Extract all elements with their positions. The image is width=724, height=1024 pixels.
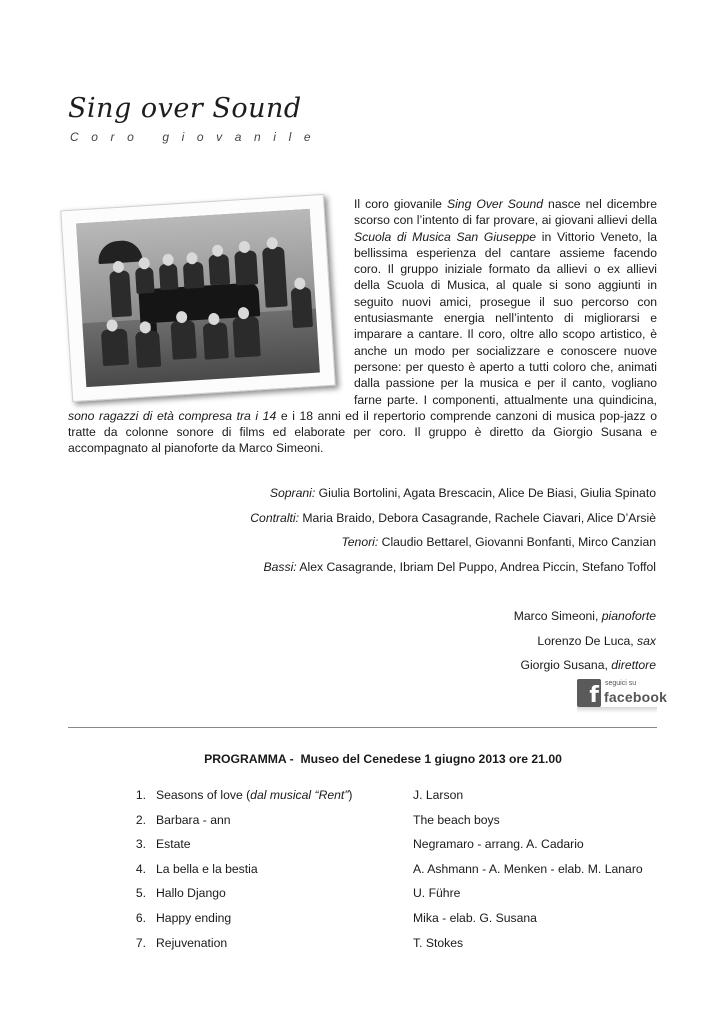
members-tenori: Tenori: Claudio Bettarel, Giovanni Bonfanti, Mirco Canzian xyxy=(341,535,656,550)
musician-director: Giorgio Susana, direttore xyxy=(520,658,656,673)
section-divider xyxy=(68,727,657,728)
choir-members xyxy=(250,481,656,579)
musician-piano: Marco Simeoni, pianoforte xyxy=(513,609,656,623)
musicians-list xyxy=(514,604,656,678)
facebook-icon: f xyxy=(577,679,601,707)
list-item: 7. Rejuvenation T. Stokes xyxy=(135,935,464,950)
list-item: 3. Estate Negramaro - arrang. A. Cadario xyxy=(135,837,584,852)
facebook-wordmark: facebook xyxy=(604,689,668,705)
programme-list xyxy=(131,788,661,960)
intro-text xyxy=(68,196,657,457)
intro-paragraph: Il coro giovanile Sing Over Sound nasce nel dicembre scorso con l’intento di far provare, ai giovani allievi della Scuola di Musica San Giuseppe in Vittorio Veneto, la bellissima esperienza del cantare assieme facendo coro. Il gruppo iniziale formato da allievi o ex allievi della Scuola di Musica, al quale si sono aggiunti in seguito nuovi amici, prosegue il suo percorso con entusiasmante energia nell’intento di migliorarsi e imparare a cantare. Il coro, oltre allo scopo artistico, è anche un modo per socializzare e conoscere nuove persone: per questo è aperto a tutti coloro che, animati dalla passione per la musica e per il canto, vogliano farne parte. I componenti, attualmente una quindicina, sono ragazzi di età compresa tra i 14 e i 18 anni ed il repertorio comprende canzoni di musica pop-jazz o tratte da colonne sonore di films ed elaborate per coro. Il gruppo è diretto da Giorgio Susana e accompagnato al pianoforte da Marco Simeoni. xyxy=(68,197,657,456)
page-subtitle: Coro giovanile xyxy=(70,130,324,144)
members-bassi: Bassi: Alex Casagrande, Ibriam Del Puppo, Andrea Piccin, Stefano Toffol xyxy=(263,559,656,574)
members-contralti: Contralti: Maria Braido, Debora Casagrande, Rachele Ciavari, Alice D’Arsiè xyxy=(250,510,656,525)
musician-sax: Lorenzo De Luca, sax xyxy=(537,633,656,648)
members-soprani: Soprani: Giulia Bortolini, Agata Brescacin, Alice De Biasi, Giulia Spinato xyxy=(269,486,656,500)
facebook-follow-label: seguici su xyxy=(605,680,637,687)
list-item: 1. Seasons of love (dal musical “Rent”) J. Larson xyxy=(135,788,464,802)
page-title: Sing over Sound xyxy=(68,93,302,124)
facebook-badge[interactable] xyxy=(577,679,668,713)
list-item: 2. Barbara - ann The beach boys xyxy=(135,812,500,827)
list-item: 6. Happy ending Mika - elab. G. Susana xyxy=(135,910,537,925)
programme-heading: PROGRAMMA - Museo del Cenedese 1 giugno 2013 ore 21.00 xyxy=(204,752,562,766)
list-item: 5. Hallo Django U. Führe xyxy=(135,886,461,901)
list-item: 4. La bella e la bestia A. Ashmann - A. Menken - elab. M. Lanaro xyxy=(135,861,643,876)
